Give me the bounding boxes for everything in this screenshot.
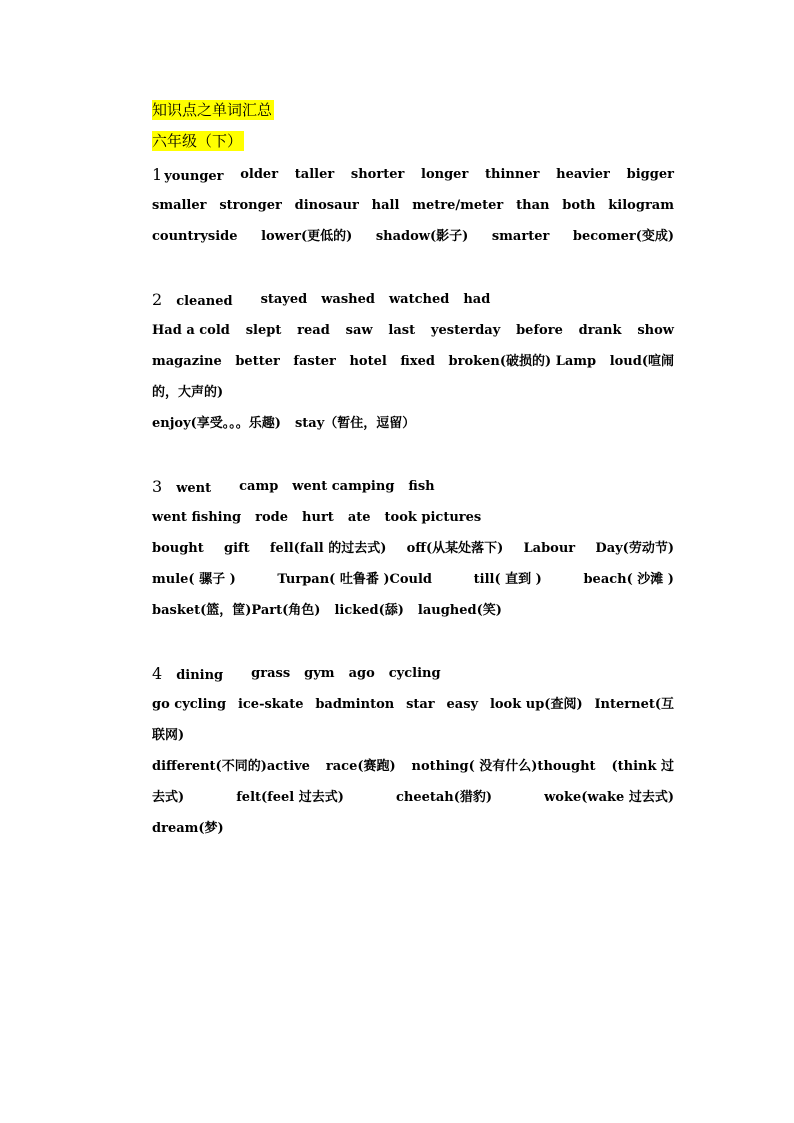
vocab-word: hotel xyxy=(349,354,387,369)
vocab-word: fish xyxy=(408,479,435,494)
vocab-word: Turpan( 吐鲁番 )Could xyxy=(277,572,433,587)
grade-subheading: 六年级（下） xyxy=(152,132,243,150)
vocab-word: becomer(变成) xyxy=(572,229,674,244)
vocab-word: last xyxy=(388,323,416,338)
section-number: 1 xyxy=(152,165,163,184)
vocab-word: gift xyxy=(224,541,250,556)
vocab-word: stronger xyxy=(219,198,282,213)
page-heading: 知识点之单词汇总 xyxy=(152,101,273,119)
word-row xyxy=(152,689,674,720)
vocab-word: watched xyxy=(388,292,450,307)
word-row xyxy=(152,284,674,315)
word-row xyxy=(152,221,674,252)
vocab-word: bigger xyxy=(626,167,674,182)
vocab-word: dinosaur xyxy=(294,198,359,213)
vocab-word: till( 直到 ) xyxy=(473,572,542,587)
word-row xyxy=(152,595,674,626)
vocab-word: kilogram xyxy=(608,198,674,213)
vocab-word: nothing( 没有什么)thought xyxy=(411,759,596,774)
vocab-word xyxy=(152,658,237,689)
vocab-word: rode xyxy=(255,510,289,525)
vocab-word: dream(梦) xyxy=(152,821,224,836)
section-number: 4 xyxy=(152,664,163,683)
section-number: 2 xyxy=(152,290,163,309)
vocab-word: than xyxy=(516,198,550,213)
vocab-word xyxy=(152,159,224,190)
word-section xyxy=(152,471,674,626)
section-number: 3 xyxy=(152,477,163,496)
vocab-word: cheetah(猎豹) xyxy=(395,790,493,805)
vocab-word: metre/meter xyxy=(412,198,504,213)
vocab-word: mule( 骡子 ) xyxy=(152,572,236,587)
word-row xyxy=(152,720,674,751)
vocab-word: lower(更低的) xyxy=(261,229,353,244)
vocab-word: washed xyxy=(321,292,375,307)
word-row xyxy=(152,346,674,377)
vocab-word: countryside xyxy=(152,229,238,244)
section-gap xyxy=(152,626,674,658)
vocab-word: Internet(互 xyxy=(594,697,674,712)
vocab-word: grass xyxy=(251,666,291,681)
word-row xyxy=(152,159,674,190)
word-row xyxy=(152,564,674,595)
vocab-word: bought xyxy=(152,541,204,556)
vocab-word: magazine xyxy=(152,354,222,369)
vocab-word: badminton xyxy=(315,697,395,712)
vocab-word: better xyxy=(235,354,280,369)
vocab-word xyxy=(152,471,225,502)
vocab-word: look up(查阅) xyxy=(489,697,583,712)
vocab-word: smaller xyxy=(152,198,207,213)
word-row xyxy=(152,782,674,813)
vocab-word: saw xyxy=(345,323,373,338)
vocab-word: basket(篮，筐)Part(角色) xyxy=(152,603,321,618)
vocab-word: woke(wake 过去式) xyxy=(544,790,674,805)
vocab-word: off(从某处落下) xyxy=(406,541,504,556)
word-row xyxy=(152,190,674,221)
vocab-word: slept xyxy=(245,323,282,338)
vocab-word: both xyxy=(562,198,596,213)
vocab-word: yesterday xyxy=(430,323,501,338)
vocab-word: go cycling xyxy=(152,697,227,712)
vocab-word: older xyxy=(240,167,279,182)
vocab-word: shadow(影子) xyxy=(375,229,469,244)
vocab-word-text: younger xyxy=(164,169,224,184)
vocab-word: faster xyxy=(293,354,336,369)
vocab-word: Day(劳动节) xyxy=(595,541,674,556)
vocab-word: easy xyxy=(446,697,479,712)
vocab-word: went camping xyxy=(292,479,395,494)
vocab-word-text: dining xyxy=(176,668,224,683)
vocab-word: broken(破损的) Lamp xyxy=(448,354,597,369)
vocab-word: Had a cold xyxy=(152,323,230,338)
vocab-word: gym xyxy=(304,666,335,681)
vocab-word: read xyxy=(297,323,330,338)
word-row xyxy=(152,533,674,564)
vocab-word: 去式) xyxy=(152,790,185,805)
vocab-word: drank xyxy=(578,323,622,338)
vocab-word: hurt xyxy=(302,510,334,525)
vocab-word: licked(舔) xyxy=(334,603,404,618)
vocab-word: before xyxy=(516,323,563,338)
vocab-word: (think 过 xyxy=(611,759,674,774)
word-section xyxy=(152,284,674,439)
vocab-word: heavier xyxy=(556,167,610,182)
vocab-word-text: cleaned xyxy=(176,294,233,309)
vocab-word: race(赛跑) xyxy=(325,759,396,774)
vocab-word: beach( 沙滩 ) xyxy=(583,572,674,587)
vocab-word: smarter xyxy=(491,229,550,244)
section-gap xyxy=(152,439,674,471)
vocab-word: taller xyxy=(294,167,335,182)
vocab-word: ago xyxy=(348,666,375,681)
vocab-word: Labour xyxy=(523,541,576,556)
word-row xyxy=(152,408,674,439)
word-row xyxy=(152,813,674,844)
vocab-word: 的，大声的) xyxy=(152,385,224,400)
word-row xyxy=(152,658,674,689)
vocab-word: show xyxy=(637,323,674,338)
vocab-word: ate xyxy=(347,510,371,525)
heading-row xyxy=(152,100,674,128)
vocab-word: shorter xyxy=(350,167,405,182)
vocab-word: stay（暂住，逗留） xyxy=(294,416,416,431)
vocab-word: different(不同的)active xyxy=(152,759,310,774)
vocab-word: enjoy(享受。。。乐趣) xyxy=(152,416,281,431)
vocab-word: ice-skate xyxy=(237,697,304,712)
word-row xyxy=(152,502,674,533)
word-row xyxy=(152,751,674,782)
vocab-word: went fishing xyxy=(152,510,242,525)
word-row xyxy=(152,315,674,346)
vocab-word: stayed xyxy=(260,292,308,307)
vocab-word: cycling xyxy=(388,666,441,681)
vocab-word: laughed(笑) xyxy=(417,603,502,618)
word-section xyxy=(152,159,674,252)
section-gap xyxy=(152,252,674,284)
vocab-word: fixed xyxy=(400,354,435,369)
word-section xyxy=(152,658,674,844)
vocab-word: star xyxy=(406,697,435,712)
word-row xyxy=(152,471,674,502)
word-row xyxy=(152,377,674,408)
vocab-word: hall xyxy=(371,198,400,213)
vocab-word: longer xyxy=(421,167,469,182)
vocab-word: loud(喧闹 xyxy=(609,354,674,369)
vocab-word xyxy=(152,284,247,315)
vocab-word: thinner xyxy=(485,167,540,182)
vocab-word: camp xyxy=(239,479,279,494)
document-page xyxy=(152,98,674,844)
vocab-word-text: went xyxy=(176,481,212,496)
vocab-word: 联网) xyxy=(152,728,185,743)
vocab-word: fell(fall 的过去式) xyxy=(269,541,387,556)
word-sections xyxy=(152,159,674,844)
subheading-row xyxy=(152,131,674,159)
vocab-word: took pictures xyxy=(384,510,482,525)
vocab-word: had xyxy=(463,292,491,307)
vocab-word: felt(feel 过去式) xyxy=(236,790,344,805)
